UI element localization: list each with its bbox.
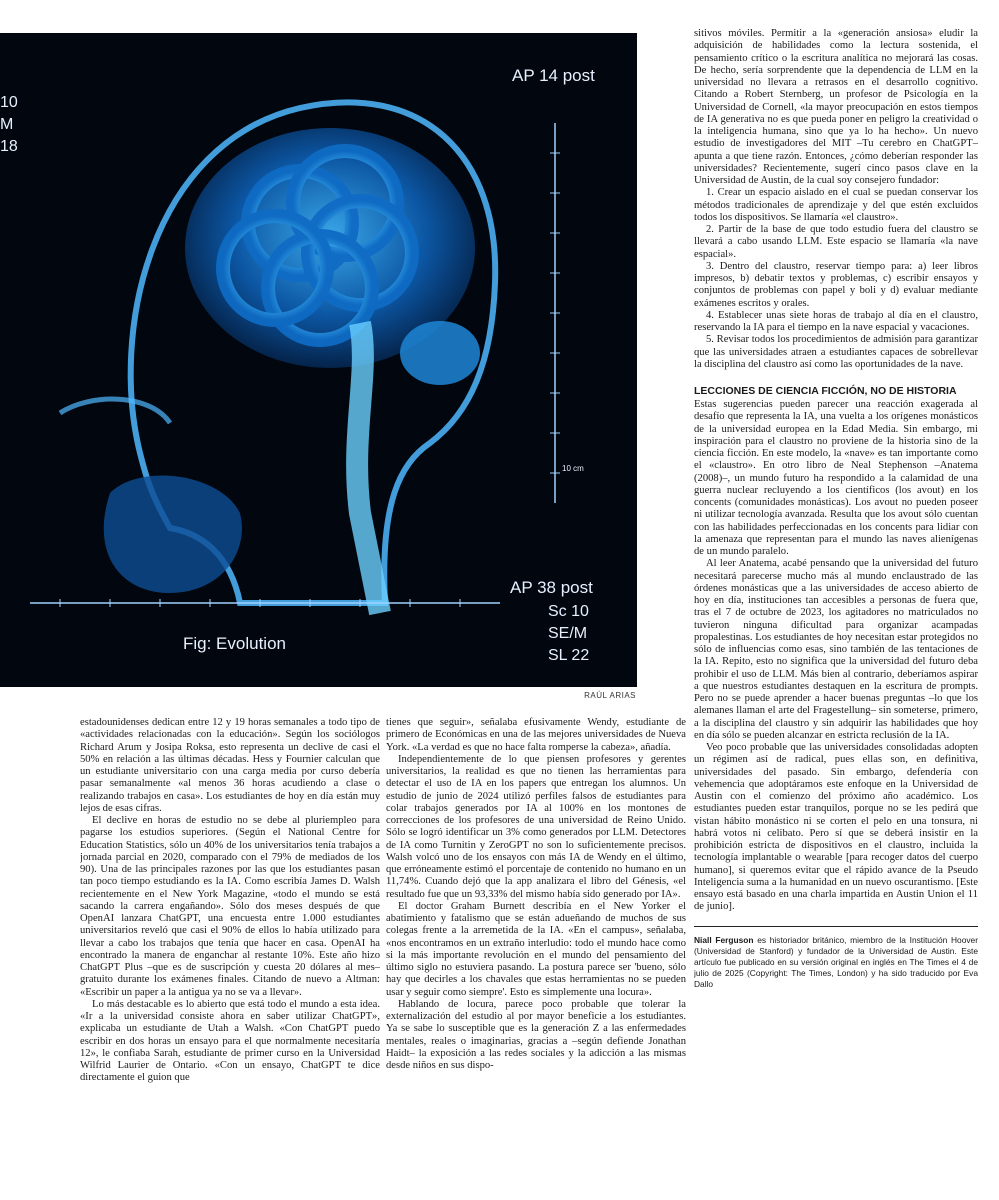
article-column-2	[386, 717, 686, 1167]
list-item: 3. Dentro del claustro, reservar tiempo para: a) leer libros impresos, b) debatir textos y problemas, c) escribir ensayos y conjuntos de problemas con papel y boli y d) evaluar mediante exámenes escritos y orales.	[694, 260, 978, 309]
paragraph: El declive en horas de estudio no se debe al pluriempleo para pagarse los estudios superiores. (Según el National Centre for Education Statistics, sólo un 40% de los universitarios tenía trabajos a jornada parcial en 2020, comparado con el 79% de mediados de los 90). Una de las principales razones por las que los estudiantes pasan tan poco tiempo estudiando es la IA. Como escribía James D. Walsh recientemente en el New York Magazine, «todo el mundo se está sacando la carrera engañando». Sólo dos meses después de que OpenAI lanzara ChatGPT, una encuesta entre 1.000 estudiantes universitarios reveló que casi el 90% de ellos lo había utilizado para llevar a cabo los trabajos que tenía que hacer en casa. OpenAI ha encontrado la manera de enganchar al restante 10%. Este año hizo ChatGPT Plus –que es de suscripción y cuesta 20 dólares al mes– gratuito durante los exámenes finales. Citando de nuevo a Altman: «Escribir un paper a la antigua ya no se va a llevar».	[80, 815, 380, 998]
label-left-2: M	[0, 116, 14, 133]
paragraph: Veo poco probable que las universidades consolidadas adopten un régimen así de radical, pues ellas son, en definitiva, universidades del pasado. Sin embargo, defendería con vehemencia que adoptáramos este enfoque en la Universidad de Austin con el comienzo del próximo año académico. Los estudiantes pueden estar tranquilos, porque no se les pedirá que vistan hábito monástico ni se corten el pelo en una tonsura, ni habrá votos ni celibato. Pero sí que se deberá insistir en la prohibición estricta de dispositivos en el claustro, incluida la tecnología implantable o wearable [para recoger datos del cuerpo humano], si queremos evitar que el rápido avance de la Pseudo Inteligencia suma a la humanidad en un nuevo oscurantismo. [Este ensayo está basado en una charla impartida en Austin Union el 11 de junio].	[694, 742, 978, 913]
label-bottom-3: SE/M	[548, 625, 588, 642]
paragraph: Independientemente de lo que piensen profesores y gerentes universitarios, la realidad es que no tienen las herramientas para detectar el uso de IA en los papers que entregan los alumnos. Un estudio de junio de 2024 utilizó perfiles falsos de estudiantes para colar trabajos generados por IA al 100% en los montones de correcciones de los profesores de una universidad de Reino Unido. Sólo se logró identificar un 3% como generados por LLM. Detectores de IA como Turnitin y ZeroGPT no son lo suficientemente precisos. Walsh volcó uno de los ensayos con más IA de Wendy en el último, que erróneamente estimó el porcentaje de contenido no humano en un 11,74%. Cuando dejó que la app analizara el libro del Génesis, «el resultado fue que un 93,33% del mismo había sido generado por IA».	[386, 753, 686, 900]
article-column-3	[694, 28, 978, 1168]
list-item: 2. Partir de la base de que todo estudio fuera del claustro se llevará a cabo usando LLM. Este espacio se llamaría «la nave espacial».	[694, 224, 978, 260]
paragraph: estadounidenses dedican entre 12 y 19 horas semanales a todo tipo de «actividades relacionadas con la educación». Según los sociólogos Richard Arum y Josipa Roksa, esto representa un declive de casi el 50% en relación a las últimas décadas. Hess y Fournier calculan que un estudiante universitario con una carga media por curso debería pasar semanalmente «al menos 36 horas acudiendo a clase o realizando trabajos en casa». Los estudiantes de hoy en día están muy lejos de esas cifras.	[80, 717, 380, 814]
label-bottom-4: SL 22	[548, 647, 590, 664]
photo-credit: RAÚL ARIAS	[584, 691, 636, 700]
label-top-right: AP 14 post	[512, 66, 595, 85]
mri-brain-illustration	[0, 33, 637, 687]
paragraph: Al leer Anatema, acabé pensando que la universidad del futuro necesitará parecerse mucho más al mundo enclaustrado de las órdenes monásticas que a las universidades de acceso abierto de hoy en día, instituciones tan accesibles a personas de fuera que, tras el 7 de octubre de 2023, los agitadores no matriculados no tuvieron ninguna dificultad para organizar acampadas propalestinas. Los estudiantes de hoy necesitan estar protegidos no sólo de influencias como esas, sino también de las tentaciones de la IA. Repito, esto no significa que la universidad del futuro deba prohibir el uso de LLM. Más bien al contrario, deberíamos aspirar a que nuestros estudiantes destaquen en la escritura de prompts. Pero no se puede aprender a hacer buenas preguntas –lo que los alemanes llaman el arte del Fragestellung– sin someterse, primero, a la disciplina del claustro y sin adquirir las habilidades que hoy en día sólo se pueden alcanzar en estricta reclusión de la IA.	[694, 558, 978, 741]
author-bio-text: es historiador británico, miembro de la Institución Hoover (Universidad de Stanford) y fundador de la Universidad de Austin. Este artículo fue publicado en su versión original en inglés en The Times el 4 de julio de 2025 (Copyright: The Times, London) y ha sido traducido por Eva Dallo	[694, 934, 978, 989]
paragraph: Hablando de locura, parece poco probable que tolerar la externalización del estudio al por mayor beneficie a los estudiantes. Ya se sabe lo susceptible que es la generación Z a las enfermedades mentales, reales o imaginarias, gracias a –según defiende Jonathan Haidt– la exposición a las redes sociales y la adicción a las mismas desde niños en sus dispo-	[386, 998, 686, 1071]
figure-caption: Fig: Evolution	[183, 634, 286, 653]
paragraph: Estas sugerencias pueden parecer una reacción exagerada al desafío que representa la IA, una vuelta a los orígenes monásticos de la universidad europea en la Edad Media. Sin embargo, mi inspiración para el claustro no proviene de la historia sino de la ciencia ficción. En este modelo, la «nave» es tan importante como el «claustro». En otro libro de Neal Stephenson –Anatema (2008)–, un mundo futuro ha respondido a la calamidad de una guerra nuclear recluyendo a los científicos (los avout) en los concents (comunidades monásticas). Los avout no pueden poseer ni utilizar tecnología avanzada. Resulta que los avout sólo cuentan con las habilidades perfeccionadas en los concents para lidiar con la amenaza que representan para el mundo las naves alienígenas de un mundo paralelo.	[694, 399, 978, 557]
article-column-1	[80, 717, 380, 1167]
paragraph: Lo más destacable es lo abierto que está todo el mundo a esta idea. «Ir a la universidad consiste ahora en saber utilizar ChatGPT», explicaba un estudiante de Utah a Walsh. «Con ChatGPT puedo escribir en dos horas un ensayo para el que normalmente necesitaría 12», le confiaba Sarah, estudiante de primer curso en la Universidad Wilfrid Laurier de Ontario. «Con un ensayo, ChatGPT te dice directamente el guion que	[80, 998, 380, 1084]
list-item: 5. Revisar todos los procedimientos de admisión para garantizar que las universidades atraen a estudiantes capaces de sobrellevar la disciplina del claustro así como las oportunidades de la nave.	[694, 334, 978, 370]
label-bottom-1: AP 38 post	[510, 578, 593, 597]
author-bio	[694, 926, 978, 990]
list-item: 1. Crear un espacio aislado en el cual se puedan conservar los métodos tradicionales de aprendizaje y del que estén excluidos todos los dispositivos. Se llamaría «el claustro».	[694, 187, 978, 223]
paragraph: tienes que seguir», señalaba efusivamente Wendy, estudiante de primero de Económicas en una de las mejores universidades de Nueva York. «La verdad es que no hace falta romperse la cabeza», añadía.	[386, 717, 686, 753]
section-subheading: LECCIONES DE CIENCIA FICCIÓN, NO DE HISTORIA	[694, 385, 957, 397]
label-left-1: 10	[0, 94, 18, 111]
author-name: Niall Ferguson	[694, 934, 754, 945]
scale-label: 10 cm	[562, 464, 584, 473]
paragraph: sitivos móviles. Permitir a la «generación ansiosa» eludir la adquisición de habilidades como la lectura sostenida, el pensamiento crítico o la escritura analítica no mejorará las cosas. De hecho, sería sorprendente que la dependencia de LLM en la universidad no llevara a retrasos en el desarrollo cognitivo. Citando a Robert Sternberg, un profesor de Psicología en la Universidad de Cornell, «la mayor preocupación en estos tiempos de IA generativa no es que pueda poner en peligro la creatividad o la inteligencia humana, sino que ya lo ha hecho». Un nuevo estudio de investigadores del MIT –Tu cerebro en ChatGPT– apunta a que tiene razón. Entonces, ¿cómo deberían responder las universidades? Recientemente, sugerí cinco pasos clave en la Universidad de Austin, de la cual soy consejero fundador:	[694, 28, 978, 186]
label-bottom-2: Sc 10	[548, 603, 589, 620]
label-left-3: 18	[0, 138, 18, 155]
list-item: 4. Establecer unas siete horas de trabajo al día en el claustro, reservando la IA para el tiempo en la nave espacial y vacaciones.	[694, 309, 978, 333]
cerebellum	[400, 321, 480, 385]
mri-brain-image	[0, 33, 637, 687]
paragraph: El doctor Graham Burnett describía en el New Yorker el abatimiento y fatalismo que se están adueñando de muchos de sus colegas frente a la arremetida de la IA. «En el campus», señalaba, «nos encontramos en un extraño interludio: todo el mundo hace como si la más importante revolución en el mundo del pensamiento del último siglo no estuviera pasando. La postura parece ser 'bueno, sólo hay que decirles a los chavales que estas herramientas no se pueden usar y seguir como siempre'. Esto es simplemente una locura».	[386, 900, 686, 998]
